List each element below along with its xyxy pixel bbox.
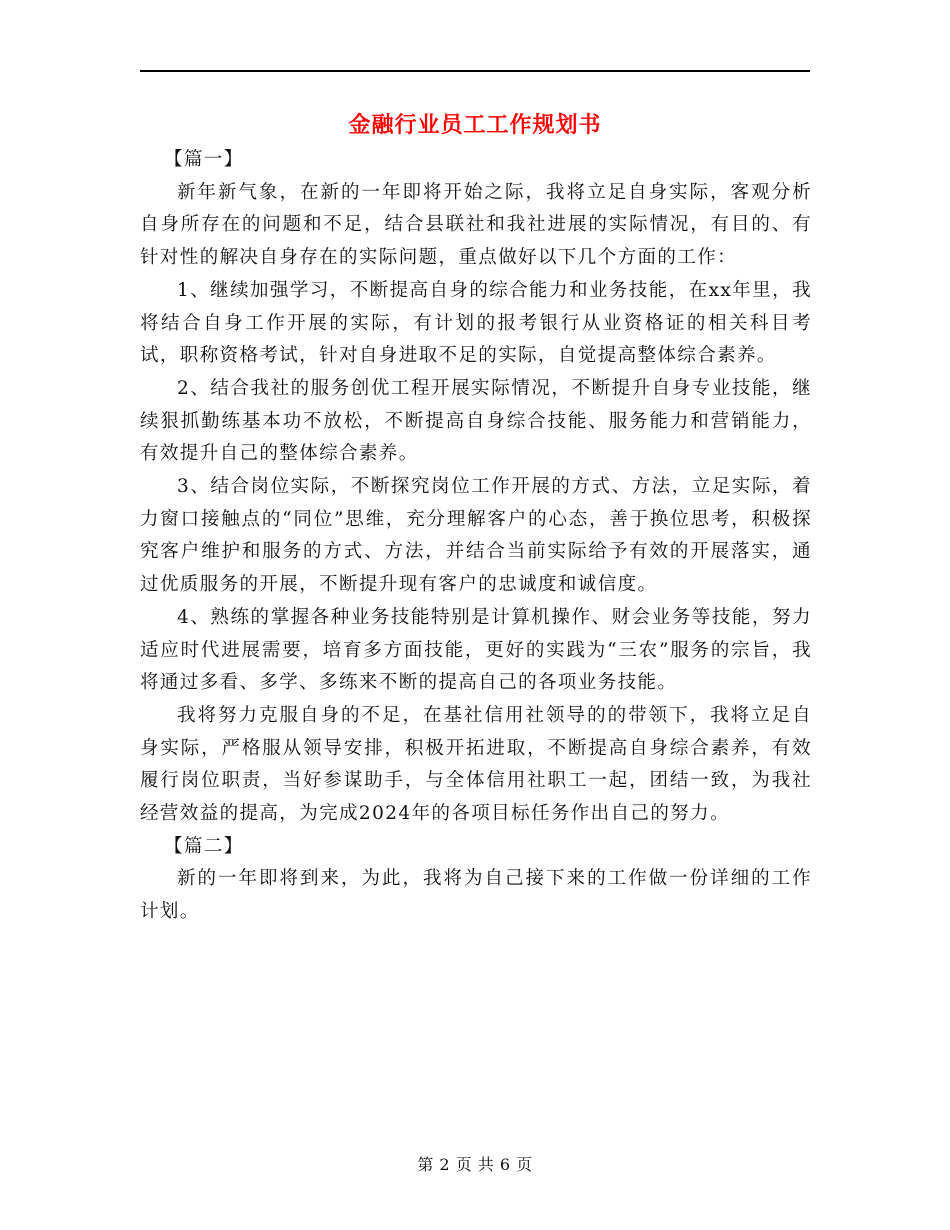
paragraph-item-4: 4、熟练的掌握各种业务技能特别是计算机操作、财会业务等技能，努力适应时代进展需要，培育多方面技能，更好的实践为“三农”服务的宗旨，我将通过多看、多学、多练来不断的提高自己的各项业务技能。: [140, 606, 812, 694]
paragraph-section-2-intro: 新的一年即将到来，为此，我将为自己接下来的工作做一份详细的工作计划。: [140, 868, 812, 923]
section-heading-1: 【篇一】: [164, 149, 244, 170]
page-footer: [0, 1154, 950, 1176]
document-title: 金融行业员工工作规划书: [348, 112, 602, 138]
document-body: [140, 144, 812, 929]
section-heading-2: 【篇二】: [164, 835, 244, 857]
paragraph-item-1: 1、继续加强学习，不断提高自身的综合能力和业务技能，在xx年里，我将结合自身工作开展的实际，有计划的报考银行从业资格证的相关科目考试，职称资格考试，针对自身进取不足的实际，自觉提高整体综合素养。: [140, 279, 812, 367]
paragraph-closing: 我将努力克服自身的不足，在基社信用社领导的的带领下，我将立足自身实际，严格服从领导安排，积极开拓进取，不断提高自身综合素养，有效履行岗位职责，当好参谋助手，与全体信用社职工一起，团结一致，为我社经营效益的提高，为完成2024年的各项目标任务作出自己的努力。: [140, 704, 812, 825]
paragraph-item-3: 3、结合岗位实际，不断探究岗位工作开展的方式、方法，立足实际，着力窗口接触点的“同位”思维，充分理解客户的心态，善于换位思考，积极探究客户维护和服务的方式、方法，并结合当前实际给予有效的开展落实，通过优质服务的开展，不断提升现有客户的忠诚度和诚信度。: [140, 476, 812, 596]
header-rule: [140, 70, 810, 72]
page-number: 第 2 页 共 6 页: [417, 1155, 533, 1174]
paragraph-item-2: 2、结合我社的服务创优工程开展实际情况，不断提升自身专业技能，继续狠抓勤练基本功不放松，不断提高自身综合技能、服务能力和营销能力，有效提升自己的整体综合素养。: [140, 377, 812, 465]
paragraph-intro: 新年新气象，在新的一年即将开始之际，我将立足自身实际，客观分析自身所存在的问题和不足，结合县联社和我社进展的实际情况，有目的、有针对性的解决自身存在的实际问题，重点做好以下几个方面的工作：: [140, 181, 812, 269]
